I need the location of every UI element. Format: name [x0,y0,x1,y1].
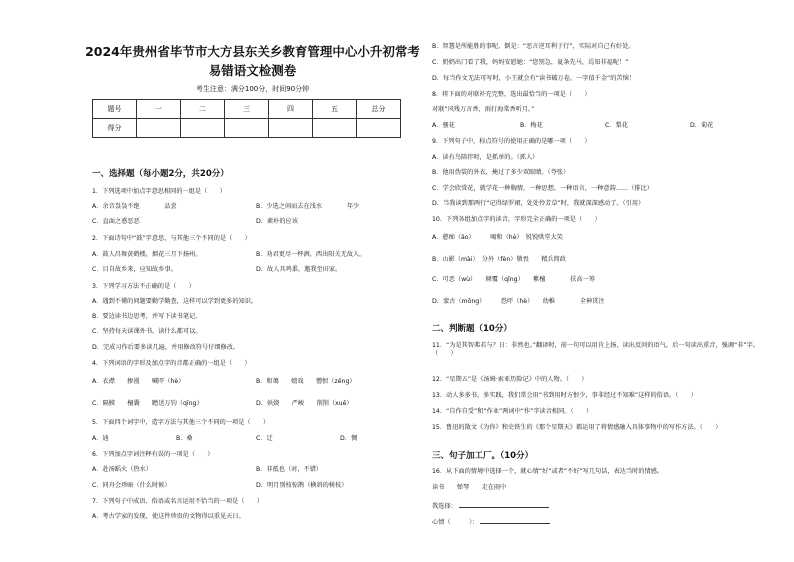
option-line: D．妖娆 严峻 削削（xuē） [256,400,353,407]
choices-line: 读书 弹琴 走在雨中 [432,484,507,491]
question-line: 12．“星期五”是《汤姆·索亚历险记》中的人物。（ ） [432,376,588,383]
section-1-heading: 一、选择题（每小题2分，共20分） [92,169,229,179]
option-line: C．学会欣赏花，就学花一种胸情，一种思想，一种语言，一种意韵……（排比） [432,185,653,192]
option-line: C．可恶（wù） 倾覆（qīng） 紫檀 扶高一筹 [432,276,595,283]
option-line: B．非抵也（对，不错） [256,466,323,473]
option-line: B．劝君更尽一杯酒，西出阳关无故人。 [256,251,366,258]
score-header-cell: 题号 [93,100,137,119]
score-table [92,99,401,138]
question-line: 15．鲁迅的散文《为你》和史铁生的《那个星期天》都运用了将情感融入具体事物中的写作方法。（ ） [432,424,722,431]
score-header-cell: 一 [137,100,181,119]
option-line: D．故人具鸡黍，邀我至田家。 [256,266,342,273]
option-line: D．明月别枝惊鹊（横斜的树枝） [256,482,348,489]
left-column [85,0,420,138]
mood-blank[interactable] [480,517,550,524]
option-line: C．奶奶出门看了我，妈妈安慰她：“您别急，夏条先马，焉知非福呢！” [432,59,629,66]
option-line: C．目自故乡来，应知故乡事。 [92,266,177,273]
exam-title [85,42,420,80]
question-line: 13．动人多多书，多实践，我们常会用“书到用时方恨少，事非经过不知难”这样的俗语。（ ） [432,392,697,399]
question-line: 11．“为是其智弗若与？日：非然也。”翻译时，前一句可以用肯上扬，读出反问的语气，后一句读出重音，强调“非”字。（ ） [432,342,759,357]
option-line: B．他用伪装的外衣，掩过了多少双眼睛。（夸张） [432,169,570,176]
option-line: A．读有鸟陪伴时，是抓单的。（抓人） [432,154,539,161]
question-line: 10．下列各组加点字的读音，字形完全正确的一项是（ ） [432,216,601,223]
option-line: D．每当作文无法可写时，小王就会有“读书破万卷，一字值千金”的苦恼！ [432,75,635,82]
score-cell[interactable] [269,119,313,138]
option-line: B．梅花 [520,122,543,129]
question-line: 4．下列词语的字形及加点字的音都正确的一组是（ ） [92,360,251,367]
score-cell[interactable] [313,119,357,138]
option-line: B．桑 [176,435,193,442]
question-line: 1．下列选项中加点字意思相同的一组是（ ） [92,188,226,195]
option-line: B．智慧是所能胜的事呢，倒是：“恶言逆耳利于行”，实际对自己有好处。 [432,43,635,50]
option-line: A．骚花 [432,122,455,129]
title-line-2: 易错语文检测卷 [208,63,297,78]
option-line: C．坚持每天读课外书，读什么都可以。 [92,328,202,335]
question-line: 5．下面四个词字中，造字方法与其他三个不同的一项是（ ） [92,419,270,426]
score-header-cell: 二 [181,100,225,119]
option-line: C．直面之惑恶恶 [92,218,140,225]
option-line: D．当我读到那两行“记得绿罗裙，处处怜芳草”时，我就深深感动了。（引用） [432,200,645,207]
mood-line [432,517,550,527]
score-cell[interactable] [225,119,269,138]
option-line: A．憨痴（āo） 喝和（hè） 锐锐哄堂大笑 [432,234,563,241]
option-line: A．余音袅袅不绝 品尝 [92,203,177,210]
option-line: D．惆 [340,435,358,442]
question-line: 3．下列学习方法不正确的是（ ） [92,283,195,290]
score-cell[interactable] [181,119,225,138]
option-line: A．赴汤蹈火（热水） [92,466,152,473]
option-line: C．梨花 [605,122,628,129]
option-line: D．完成习作后要多读几遍，并用修改符号仔细修改。 [92,344,240,351]
option-line: A．迪 [92,435,109,442]
option-line: C．隔膜 檀囊 瞻送万钧（qīng） [92,400,203,407]
score-header-cell: 四 [269,100,313,119]
question-line: 6．下列加点字词注释有误的一项是（ ） [92,451,214,458]
title-line-1: 2024年贵州省毕节市大方县东关乡教育管理中心小升初常考 [85,44,420,59]
score-cell[interactable] [137,119,181,138]
option-line: B．要边读书边思考，并写下读书笔记。 [92,313,202,320]
section-3-heading: 三、句子加工厂。（10分） [432,451,534,461]
question-line: 14．“自作自受”和“作业”两词中“作”字读音相同。（ ） [432,408,593,415]
question-line: 2．下面诗句中“鼓”字意思，与其他三个不同的是（ ） [92,235,251,242]
question-line: 8．将下面的对联补充完整，选出最恰当的一项是（ ） [432,91,591,98]
score-header-cell: 三 [225,100,269,119]
option-line: D．素朴的应该 [256,218,298,225]
my-choice-blank[interactable] [459,501,549,508]
option-line: C．迁 [256,435,273,442]
couplet-line: 对联“风残万言香，雨打海棠香听月。” [432,106,535,113]
score-header-cell: 总分 [357,100,401,119]
score-header-cell: 五 [313,100,357,119]
question-line: 16．从下面的情境中选择一个，就心情“好”或者“不好”写几句话，表达当时的情感。 [432,468,664,475]
score-table-header-row [93,100,401,119]
option-line: B．山影（mài） 分外（fèn）敬畏 精兵简政 [432,256,566,263]
option-line: A．遇到不懂的问题要勤学勤查，这样可以学到更多的知识。 [92,298,258,305]
option-line: B．少选之间而去在浅水 年少 [256,203,360,210]
score-row-label: 得分 [93,119,137,138]
mood-label: 心情（ ）： [432,519,479,526]
option-line: A．考古学家的发现，使这件珍贵的文物得以重见天日。 [92,513,245,520]
my-choice-label: 我选择： [432,503,457,510]
question-line: 9．下列句子中，标点符号的使用正确的是哪一项（ ） [432,138,591,145]
option-line: C．同舟会珍暗（什么时候） [92,482,171,489]
option-line: D．菊花 [690,122,714,129]
option-line: A．衣襟 掺漫 喊吓（hè） [92,378,185,385]
exam-note: 考生注意：满分100分，时间90分钟 [195,85,310,93]
score-cell[interactable] [357,119,401,138]
section-2-heading: 二、判断题（10分） [432,324,512,334]
my-choice-line [432,501,549,511]
question-line: 7．下列句子中成语、俗语或名言运用不恰当的一项是（ ） [92,498,263,505]
option-line: D．蒙古（mōng） 恐吓（hè） 幼稚 全神贯注 [432,298,605,305]
option-line: B．和蔼 嬉戏 憎恨（zēng） [256,378,356,385]
score-table-score-row [93,119,401,138]
option-line: A．鼓人昌舞黄鹤楼，烟花三月下扬州。 [92,251,202,258]
